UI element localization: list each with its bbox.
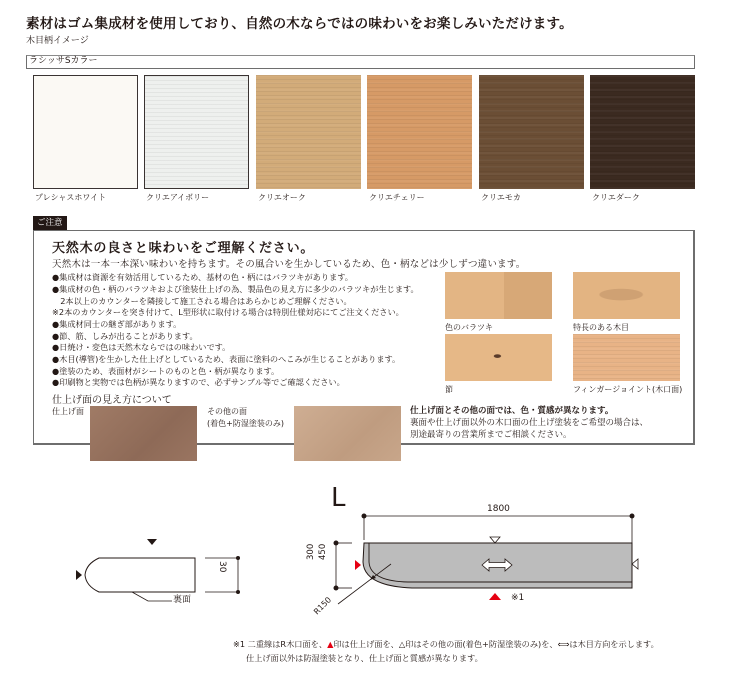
sample-knot — [445, 334, 552, 395]
notice-item: ●集成材は資源を有効活用しているため、基材の色・柄にはバラツキがあります。 — [52, 272, 353, 282]
swatch-label: クリエチェリー — [369, 193, 425, 202]
finish-section-title: 仕上げ面の見え方について — [52, 395, 172, 406]
notice-item: ●節、筋、しみが出ることがあります。 — [52, 331, 198, 341]
notice-item: ●集成材同士の継ぎ部があります。 — [52, 319, 182, 329]
swatch-chip — [479, 75, 584, 189]
sample-image — [445, 272, 552, 319]
sample-caption: 特長のある木目 — [573, 323, 629, 332]
width-dimension: 1800 — [487, 504, 510, 514]
swatch-chip — [590, 75, 695, 189]
grain-arrow-icon: ⟺ — [557, 639, 570, 649]
swatch-label: プレシャスホワイト — [35, 193, 107, 202]
finished-surface-image — [90, 406, 197, 461]
back-face-label: 裏面 — [173, 595, 192, 605]
notice-item: ●塗装のため、表面材がシートのものと色・柄が異なります。 — [52, 366, 280, 376]
page-headline: 素材はゴム集成材を使用しており、自然の木ならではの味わいをお楽しみいただけます。 — [26, 16, 573, 32]
notice-item: ●木目(導管)を生かした仕上げとしているため、表面に塗料のへこみが生じることがあります。 — [52, 354, 401, 364]
finish-marker-icon — [489, 593, 501, 600]
notice-item: 2本以上のカウンターを隣接して施工される場合はあらかじめご理解ください。 — [52, 296, 352, 306]
depth-dimension-450: 450 — [318, 543, 328, 560]
sample-image — [573, 334, 680, 381]
series-label: ラシッサSカラー — [29, 56, 98, 66]
finish-marker-icon — [76, 570, 82, 580]
swatch-label: クリエダーク — [592, 193, 640, 202]
other-surface-sublabel: (着色+防湿塗装のみ) — [207, 419, 284, 428]
swatch-crie-ivory — [144, 75, 249, 202]
swatch-precious-white — [33, 75, 138, 202]
sample-image — [445, 334, 552, 381]
sample-distinctive-grain — [573, 272, 680, 333]
notice-lead: 天然木は一本一本深い味わいを持ちます。その風合いを生かしているため、色・柄などは少しずつ違います。 — [52, 259, 526, 270]
swatch-chip — [144, 75, 249, 189]
finish-note-heading: 仕上げ面とその他の面では、色・質感が異なります。 — [410, 406, 614, 416]
finish-note-line: 別途最寄りの営業所までご相談ください。 — [410, 430, 572, 440]
notice-item: ※2本のカウンターを突き付けて、L型形状に取付ける場合は特別仕様対応にてご注文ください。 — [52, 307, 404, 317]
swatch-crie-oak — [256, 75, 361, 202]
notice-item: ●日焼け・変色は天然木ならではの味わいです。 — [52, 342, 231, 352]
other-surface-marker-icon — [632, 559, 638, 569]
sample-caption: 節 — [445, 385, 453, 394]
sample-image — [573, 272, 680, 319]
swatch-chip — [256, 75, 361, 189]
swatch-chip — [33, 75, 138, 189]
footnote-line-2: 仕上げ面以外は防湿塗装となり、仕上げ面と質感が異なります。 — [246, 653, 483, 663]
notice-title: 天然木の良さと味わいをご理解ください。 — [52, 241, 315, 256]
sample-caption: 色のバラツキ — [445, 323, 493, 332]
footnote — [233, 637, 659, 665]
finish-marker-icon — [355, 560, 361, 570]
swatch-label: クリエオーク — [258, 193, 306, 202]
note-reference: ※1 — [511, 593, 525, 603]
notice-item: ●集成材の色・柄のバラツキおよび塗装仕上げの為、製品色の見え方に多少のバラツキが生じます。 — [52, 284, 419, 294]
swatch-crie-cherry — [367, 75, 472, 202]
radius-dimension: R150 — [312, 595, 334, 617]
finish-marker-icon — [147, 539, 157, 545]
shape-type-label: L — [331, 483, 346, 513]
swatch-label: クリエアイボリー — [146, 193, 210, 202]
footnote-line-1: ※1 二重線はR木口面を、▲印は仕上げ面を、△印はその他の面(着色+防湿塗装のみ)を、⟺は木目方向を示します。 — [233, 639, 659, 649]
sample-finger-joint — [573, 334, 682, 395]
swatch-crie-dark — [590, 75, 695, 202]
finish-note-line: 裏面や仕上げ面以外の木口面の仕上げ塗装をご希望の場合は、 — [410, 418, 649, 428]
other-surface-marker-icon — [490, 537, 500, 543]
finished-surface-label: 仕上げ面 — [52, 407, 84, 416]
series-label-bar — [26, 55, 695, 69]
thickness-dimension: 30 — [217, 561, 227, 573]
notice-tag: ご注意 — [33, 216, 67, 230]
swatch-crie-mocha — [479, 75, 584, 202]
plan-diagram — [290, 480, 670, 620]
sample-color-variation — [445, 272, 552, 333]
other-surface-label: その他の面 — [207, 407, 247, 416]
other-surface-image — [294, 406, 401, 461]
depth-dimension-300: 300 — [306, 543, 316, 560]
finish-note — [410, 405, 648, 441]
sample-caption: フィンガージョイント(木口面) — [573, 385, 683, 394]
swatch-label: クリエモカ — [481, 193, 521, 202]
red-triangle-icon: ▲ — [327, 639, 334, 649]
wood-grain-subhead: 木目柄イメージ — [26, 36, 89, 46]
notice-item: ●印刷物と実物では色柄が異なりますので、必ずサンプル等でご確認ください。 — [52, 377, 345, 387]
swatch-chip — [367, 75, 472, 189]
